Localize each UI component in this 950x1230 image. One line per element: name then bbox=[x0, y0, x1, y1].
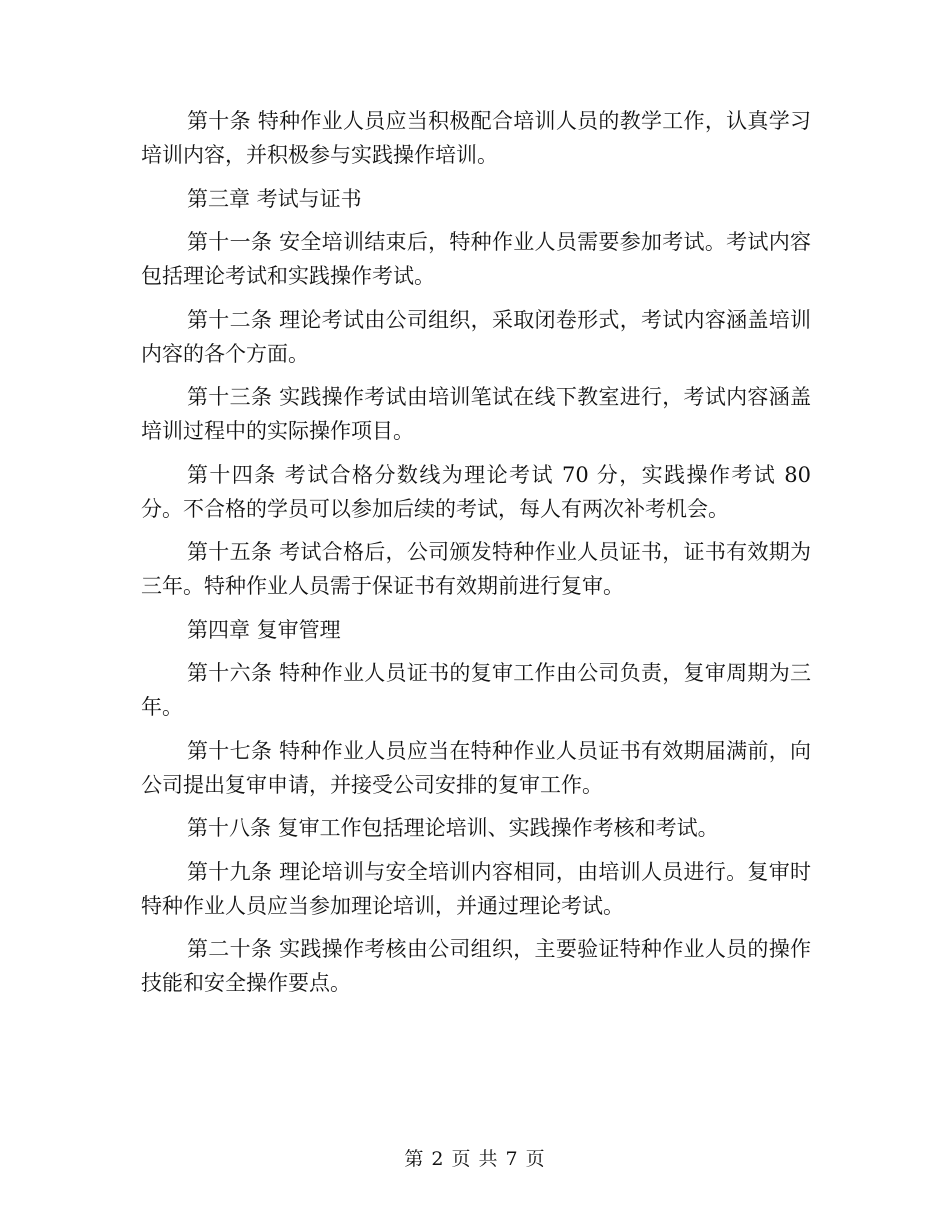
page-number-footer: 第 2 页 共 7 页 bbox=[404, 1148, 546, 1170]
article-18: 第十八条 复审工作包括理论培训、实践操作考核和考试。 bbox=[187, 816, 719, 840]
article-11: 第十一条 安全培训结束后，特种作业人员需要参加考试。考试内容包括理论考试和实践操作考试。 bbox=[141, 230, 811, 288]
article-19: 第十九条 理论培训与安全培训内容相同，由培训人员进行。复审时特种作业人员应当参加理论培训，并通过理论考试。 bbox=[141, 859, 811, 918]
article-16: 第十六条 特种作业人员证书的复审工作由公司负责，复审周期为三年。 bbox=[141, 661, 811, 719]
article-20: 第二十条 实践操作考核由公司组织，主要验证特种作业人员的操作技能和安全操作要点。 bbox=[141, 937, 811, 995]
document-body bbox=[141, 104, 811, 1010]
article-17: 第十七条 特种作业人员应当在特种作业人员证书有效期届满前，向公司提出复审申请，并接受公司安排的复审工作。 bbox=[141, 738, 811, 797]
chapter-4-heading: 第四章 复审管理 bbox=[187, 617, 341, 642]
article-10: 第十条 特种作业人员应当积极配合培训人员的教学工作，认真学习培训内容，并积极参与实践操作培训。 bbox=[141, 109, 811, 167]
chapter-3-heading: 第三章 考试与证书 bbox=[187, 186, 362, 211]
article-14: 第十四条 考试合格分数线为理论考试 70 分，实践操作考试 80 分。不合格的学员可以参加后续的考试，每人有两次补考机会。 bbox=[141, 462, 811, 521]
article-15: 第十五条 考试合格后，公司颁发特种作业人员证书，证书有效期为三年。特种作业人员需于保证书有效期前进行复审。 bbox=[141, 540, 811, 598]
article-13: 第十三条 实践操作考试由培训笔试在线下教室进行，考试内容涵盖培训过程中的实际操作项目。 bbox=[141, 385, 811, 443]
article-12: 第十二条 理论考试由公司组织，采取闭卷形式，考试内容涵盖培训内容的各个方面。 bbox=[141, 307, 811, 366]
